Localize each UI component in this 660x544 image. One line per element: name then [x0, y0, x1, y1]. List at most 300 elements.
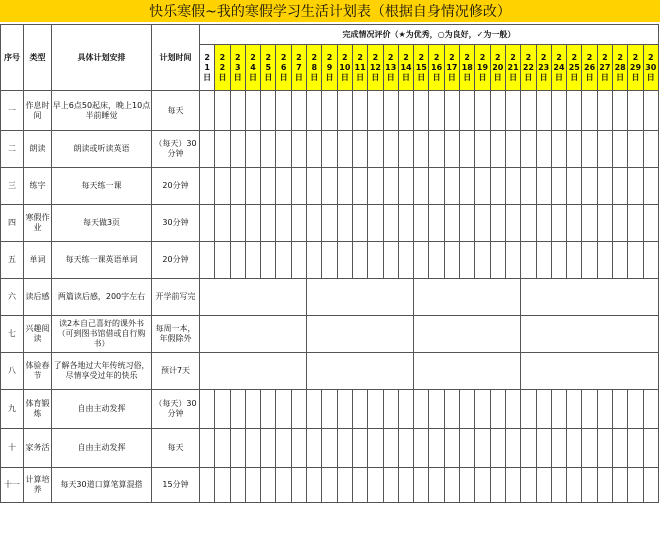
- evaluation-cell[interactable]: [505, 131, 520, 168]
- evaluation-cell[interactable]: [582, 429, 597, 468]
- evaluation-cell[interactable]: [643, 429, 658, 468]
- date-header-cell: [567, 45, 582, 91]
- evaluation-cell[interactable]: [337, 242, 352, 279]
- evaluation-cell[interactable]: [429, 168, 444, 205]
- evaluation-cell[interactable]: [521, 468, 536, 503]
- evaluation-cell[interactable]: [215, 131, 230, 168]
- evaluation-cell[interactable]: [414, 242, 429, 279]
- evaluation-cell[interactable]: [567, 429, 582, 468]
- evaluation-cell[interactable]: [230, 205, 245, 242]
- evaluation-cell[interactable]: [322, 205, 337, 242]
- date-header-month: 2: [387, 52, 394, 62]
- evaluation-cell[interactable]: [597, 131, 612, 168]
- evaluation-cell[interactable]: [444, 131, 459, 168]
- header-row-top: [1, 25, 659, 45]
- date-header-month: 2: [433, 52, 440, 62]
- evaluation-cell[interactable]: [597, 91, 612, 131]
- row-plan: 自由主动发挥: [52, 390, 152, 429]
- evaluation-cell[interactable]: [521, 242, 536, 279]
- evaluation-cell[interactable]: [490, 168, 505, 205]
- date-header-unit: 日: [386, 72, 395, 82]
- row-type: 朗读: [24, 131, 52, 168]
- header-time: 计划时间: [152, 25, 200, 91]
- evaluation-cell[interactable]: [215, 91, 230, 131]
- evaluation-cell[interactable]: [521, 205, 536, 242]
- evaluation-cell[interactable]: [383, 131, 398, 168]
- evaluation-cell[interactable]: [613, 131, 628, 168]
- evaluation-cell[interactable]: [521, 168, 536, 205]
- evaluation-cell[interactable]: [276, 168, 291, 205]
- evaluation-cell[interactable]: [414, 205, 429, 242]
- evaluation-cell[interactable]: [322, 390, 337, 429]
- evaluation-block[interactable]: [521, 279, 659, 316]
- evaluation-cell[interactable]: [368, 91, 383, 131]
- evaluation-cell[interactable]: [444, 468, 459, 503]
- evaluation-cell[interactable]: [352, 91, 367, 131]
- evaluation-cell[interactable]: [368, 242, 383, 279]
- evaluation-cell[interactable]: [307, 390, 322, 429]
- evaluation-cell[interactable]: [414, 91, 429, 131]
- evaluation-cell[interactable]: [368, 390, 383, 429]
- evaluation-cell[interactable]: [460, 242, 475, 279]
- evaluation-cell[interactable]: [230, 168, 245, 205]
- evaluation-cell[interactable]: [536, 91, 551, 131]
- date-header-cell: [444, 45, 459, 91]
- evaluation-cell[interactable]: [567, 91, 582, 131]
- evaluation-cell[interactable]: [643, 390, 658, 429]
- evaluation-cell[interactable]: [383, 168, 398, 205]
- evaluation-cell[interactable]: [582, 168, 597, 205]
- evaluation-cell[interactable]: [597, 429, 612, 468]
- evaluation-cell[interactable]: [261, 390, 276, 429]
- header-type: 类型: [24, 25, 52, 91]
- date-header-month: 2: [632, 52, 639, 62]
- evaluation-cell[interactable]: [322, 168, 337, 205]
- evaluation-cell[interactable]: [536, 131, 551, 168]
- evaluation-cell[interactable]: [613, 390, 628, 429]
- evaluation-cell[interactable]: [291, 91, 306, 131]
- evaluation-cell[interactable]: [200, 168, 215, 205]
- evaluation-cell[interactable]: [261, 429, 276, 468]
- evaluation-cell[interactable]: [337, 429, 352, 468]
- evaluation-cell[interactable]: [200, 390, 215, 429]
- date-header-unit: 日: [646, 72, 655, 82]
- date-header-unit: 日: [249, 72, 258, 82]
- date-header-month: 2: [265, 52, 272, 62]
- evaluation-cell[interactable]: [582, 468, 597, 503]
- evaluation-cell[interactable]: [276, 468, 291, 503]
- evaluation-cell[interactable]: [261, 468, 276, 503]
- evaluation-cell[interactable]: [322, 131, 337, 168]
- date-header-cell: [368, 45, 383, 91]
- evaluation-block[interactable]: [414, 316, 521, 353]
- evaluation-cell[interactable]: [414, 468, 429, 503]
- evaluation-cell[interactable]: [613, 468, 628, 503]
- evaluation-cell[interactable]: [352, 131, 367, 168]
- evaluation-cell[interactable]: [245, 242, 260, 279]
- evaluation-cell[interactable]: [245, 468, 260, 503]
- evaluation-cell[interactable]: [444, 242, 459, 279]
- evaluation-cell[interactable]: [383, 390, 398, 429]
- evaluation-cell[interactable]: [505, 429, 520, 468]
- evaluation-cell[interactable]: [337, 91, 352, 131]
- evaluation-cell[interactable]: [215, 168, 230, 205]
- evaluation-cell[interactable]: [521, 390, 536, 429]
- evaluation-cell[interactable]: [597, 242, 612, 279]
- date-header-day: 27: [599, 62, 611, 72]
- evaluation-cell[interactable]: [429, 91, 444, 131]
- evaluation-cell[interactable]: [475, 131, 490, 168]
- date-header-unit: 日: [570, 72, 579, 82]
- evaluation-cell[interactable]: [536, 468, 551, 503]
- evaluation-cell[interactable]: [383, 468, 398, 503]
- evaluation-cell[interactable]: [460, 168, 475, 205]
- plan-table: [0, 24, 659, 503]
- evaluation-cell[interactable]: [337, 205, 352, 242]
- evaluation-cell[interactable]: [414, 429, 429, 468]
- page-title: 快乐寒假~我的寒假学习生活计划表（根据自身情况修改）: [149, 4, 511, 20]
- date-header-month: 2: [326, 52, 333, 62]
- evaluation-cell[interactable]: [322, 242, 337, 279]
- evaluation-cell[interactable]: [628, 91, 643, 131]
- date-header-cell: [475, 45, 490, 91]
- evaluation-cell[interactable]: [291, 468, 306, 503]
- evaluation-cell[interactable]: [460, 390, 475, 429]
- evaluation-cell[interactable]: [475, 429, 490, 468]
- evaluation-cell[interactable]: [444, 390, 459, 429]
- evaluation-cell[interactable]: [352, 390, 367, 429]
- evaluation-cell[interactable]: [643, 205, 658, 242]
- date-header-month: 2: [234, 52, 241, 62]
- evaluation-block[interactable]: [200, 353, 307, 390]
- evaluation-block[interactable]: [414, 353, 521, 390]
- row-plan: 每天练一课英语单词: [52, 242, 152, 279]
- evaluation-block[interactable]: [521, 316, 659, 353]
- evaluation-cell[interactable]: [613, 91, 628, 131]
- evaluation-cell[interactable]: [291, 168, 306, 205]
- evaluation-cell[interactable]: [490, 390, 505, 429]
- evaluation-cell[interactable]: [291, 242, 306, 279]
- date-header-day: 9: [326, 62, 333, 72]
- evaluation-cell[interactable]: [613, 205, 628, 242]
- evaluation-cell[interactable]: [383, 242, 398, 279]
- evaluation-cell[interactable]: [230, 390, 245, 429]
- evaluation-cell[interactable]: [398, 168, 413, 205]
- evaluation-cell[interactable]: [307, 131, 322, 168]
- evaluation-cell[interactable]: [352, 468, 367, 503]
- evaluation-block[interactable]: [521, 353, 659, 390]
- evaluation-cell[interactable]: [215, 390, 230, 429]
- evaluation-cell[interactable]: [643, 468, 658, 503]
- evaluation-cell[interactable]: [567, 205, 582, 242]
- date-header-day: 2: [219, 62, 226, 72]
- date-header-month: 2: [250, 52, 256, 62]
- evaluation-cell[interactable]: [460, 91, 475, 131]
- date-header-day: 3: [234, 62, 241, 72]
- evaluation-cell[interactable]: [444, 91, 459, 131]
- evaluation-cell[interactable]: [643, 242, 658, 279]
- evaluation-cell[interactable]: [521, 91, 536, 131]
- evaluation-cell[interactable]: [230, 91, 245, 131]
- evaluation-block[interactable]: [200, 279, 307, 316]
- evaluation-cell[interactable]: [429, 390, 444, 429]
- evaluation-cell[interactable]: [398, 205, 413, 242]
- evaluation-cell[interactable]: [230, 242, 245, 279]
- evaluation-cell[interactable]: [414, 168, 429, 205]
- evaluation-cell[interactable]: [322, 429, 337, 468]
- evaluation-cell[interactable]: [200, 131, 215, 168]
- evaluation-cell[interactable]: [460, 429, 475, 468]
- evaluation-cell[interactable]: [505, 468, 520, 503]
- date-header-cell: [398, 45, 413, 91]
- evaluation-cell[interactable]: [368, 468, 383, 503]
- evaluation-block[interactable]: [307, 353, 414, 390]
- evaluation-cell[interactable]: [261, 131, 276, 168]
- evaluation-cell[interactable]: [230, 131, 245, 168]
- evaluation-cell[interactable]: [245, 205, 260, 242]
- evaluation-cell[interactable]: [536, 205, 551, 242]
- date-header-day: 26: [584, 62, 596, 72]
- evaluation-cell[interactable]: [414, 131, 429, 168]
- evaluation-cell[interactable]: [230, 429, 245, 468]
- evaluation-cell[interactable]: [551, 468, 566, 503]
- evaluation-cell[interactable]: [398, 429, 413, 468]
- evaluation-cell[interactable]: [597, 390, 612, 429]
- date-header-day: 6: [280, 62, 287, 72]
- evaluation-cell[interactable]: [475, 91, 490, 131]
- evaluation-cell[interactable]: [582, 91, 597, 131]
- evaluation-cell[interactable]: [383, 91, 398, 131]
- evaluation-cell[interactable]: [551, 242, 566, 279]
- evaluation-cell[interactable]: [490, 131, 505, 168]
- evaluation-cell[interactable]: [200, 468, 215, 503]
- evaluation-cell[interactable]: [505, 242, 520, 279]
- date-header-month: 2: [495, 52, 501, 62]
- evaluation-cell[interactable]: [276, 429, 291, 468]
- evaluation-cell[interactable]: [307, 168, 322, 205]
- evaluation-cell[interactable]: [628, 131, 643, 168]
- evaluation-cell[interactable]: [643, 168, 658, 205]
- evaluation-cell[interactable]: [628, 390, 643, 429]
- evaluation-cell[interactable]: [337, 390, 352, 429]
- evaluation-cell[interactable]: [490, 242, 505, 279]
- evaluation-cell[interactable]: [567, 390, 582, 429]
- evaluation-cell[interactable]: [352, 429, 367, 468]
- evaluation-cell[interactable]: [307, 205, 322, 242]
- evaluation-cell[interactable]: [276, 390, 291, 429]
- evaluation-cell[interactable]: [245, 429, 260, 468]
- row-type: 单词: [24, 242, 52, 279]
- evaluation-cell[interactable]: [291, 205, 306, 242]
- evaluation-cell[interactable]: [352, 168, 367, 205]
- evaluation-cell[interactable]: [200, 205, 215, 242]
- evaluation-cell[interactable]: [429, 131, 444, 168]
- page-title-bar: [0, 0, 660, 22]
- evaluation-cell[interactable]: [215, 429, 230, 468]
- evaluation-cell[interactable]: [536, 390, 551, 429]
- evaluation-cell[interactable]: [613, 168, 628, 205]
- evaluation-block[interactable]: [307, 279, 414, 316]
- evaluation-cell[interactable]: [551, 429, 566, 468]
- evaluation-cell[interactable]: [368, 429, 383, 468]
- evaluation-cell[interactable]: [505, 168, 520, 205]
- evaluation-cell[interactable]: [352, 242, 367, 279]
- evaluation-cell[interactable]: [245, 91, 260, 131]
- evaluation-cell[interactable]: [475, 168, 490, 205]
- date-header-day: 25: [568, 62, 580, 72]
- evaluation-cell[interactable]: [429, 468, 444, 503]
- row-type: 兴趣阅读: [24, 316, 52, 353]
- evaluation-cell[interactable]: [582, 131, 597, 168]
- evaluation-cell[interactable]: [567, 242, 582, 279]
- evaluation-cell[interactable]: [475, 242, 490, 279]
- evaluation-cell[interactable]: [215, 468, 230, 503]
- date-header-month: 2: [219, 52, 226, 62]
- evaluation-cell[interactable]: [536, 242, 551, 279]
- evaluation-cell[interactable]: [475, 390, 490, 429]
- evaluation-cell[interactable]: [368, 168, 383, 205]
- date-header-cell: [245, 45, 260, 91]
- evaluation-cell[interactable]: [245, 168, 260, 205]
- evaluation-cell[interactable]: [582, 205, 597, 242]
- evaluation-cell[interactable]: [643, 91, 658, 131]
- evaluation-cell[interactable]: [505, 205, 520, 242]
- evaluation-cell[interactable]: [460, 131, 475, 168]
- evaluation-cell[interactable]: [429, 205, 444, 242]
- evaluation-cell[interactable]: [337, 468, 352, 503]
- evaluation-cell[interactable]: [337, 168, 352, 205]
- evaluation-cell[interactable]: [200, 91, 215, 131]
- evaluation-cell[interactable]: [628, 205, 643, 242]
- row-time: 每天: [152, 429, 200, 468]
- evaluation-cell[interactable]: [597, 168, 612, 205]
- evaluation-cell[interactable]: [628, 168, 643, 205]
- evaluation-cell[interactable]: [613, 242, 628, 279]
- evaluation-cell[interactable]: [490, 205, 505, 242]
- evaluation-cell[interactable]: [429, 242, 444, 279]
- evaluation-cell[interactable]: [261, 242, 276, 279]
- evaluation-cell[interactable]: [444, 168, 459, 205]
- date-header-unit: 日: [447, 72, 456, 82]
- evaluation-cell[interactable]: [368, 131, 383, 168]
- evaluation-cell[interactable]: [490, 468, 505, 503]
- evaluation-cell[interactable]: [276, 91, 291, 131]
- evaluation-cell[interactable]: [215, 205, 230, 242]
- evaluation-cell[interactable]: [551, 91, 566, 131]
- evaluation-cell[interactable]: [628, 429, 643, 468]
- evaluation-cell[interactable]: [337, 131, 352, 168]
- evaluation-block[interactable]: [200, 316, 307, 353]
- date-header-unit: 日: [294, 72, 303, 82]
- evaluation-cell[interactable]: [551, 131, 566, 168]
- evaluation-cell[interactable]: [200, 429, 215, 468]
- evaluation-cell[interactable]: [215, 242, 230, 279]
- evaluation-cell[interactable]: [261, 168, 276, 205]
- evaluation-cell[interactable]: [322, 91, 337, 131]
- evaluation-cell[interactable]: [414, 390, 429, 429]
- evaluation-cell[interactable]: [444, 429, 459, 468]
- evaluation-cell[interactable]: [567, 168, 582, 205]
- evaluation-cell[interactable]: [475, 468, 490, 503]
- evaluation-cell[interactable]: [307, 468, 322, 503]
- evaluation-cell[interactable]: [261, 91, 276, 131]
- evaluation-cell[interactable]: [368, 205, 383, 242]
- date-header-day: 22: [522, 62, 534, 72]
- evaluation-cell[interactable]: [551, 168, 566, 205]
- date-header-day: 14: [400, 62, 412, 72]
- evaluation-cell[interactable]: [643, 131, 658, 168]
- evaluation-cell[interactable]: [551, 390, 566, 429]
- evaluation-cell[interactable]: [307, 429, 322, 468]
- evaluation-cell[interactable]: [245, 390, 260, 429]
- evaluation-cell[interactable]: [276, 131, 291, 168]
- evaluation-cell[interactable]: [352, 205, 367, 242]
- evaluation-cell[interactable]: [261, 205, 276, 242]
- evaluation-cell[interactable]: [490, 91, 505, 131]
- evaluation-cell[interactable]: [505, 390, 520, 429]
- evaluation-cell[interactable]: [505, 91, 520, 131]
- evaluation-cell[interactable]: [444, 205, 459, 242]
- evaluation-block[interactable]: [414, 279, 521, 316]
- evaluation-cell[interactable]: [628, 468, 643, 503]
- evaluation-cell[interactable]: [245, 131, 260, 168]
- evaluation-cell[interactable]: [398, 468, 413, 503]
- evaluation-cell[interactable]: [460, 468, 475, 503]
- evaluation-cell[interactable]: [628, 242, 643, 279]
- evaluation-cell[interactable]: [475, 205, 490, 242]
- evaluation-cell[interactable]: [291, 131, 306, 168]
- evaluation-cell[interactable]: [276, 205, 291, 242]
- evaluation-cell[interactable]: [613, 429, 628, 468]
- evaluation-cell[interactable]: [398, 242, 413, 279]
- date-header-unit: 日: [218, 72, 227, 82]
- evaluation-cell[interactable]: [398, 390, 413, 429]
- evaluation-cell[interactable]: [200, 242, 215, 279]
- evaluation-cell[interactable]: [230, 468, 245, 503]
- evaluation-cell[interactable]: [307, 91, 322, 131]
- date-header-unit: 日: [463, 72, 472, 82]
- evaluation-cell[interactable]: [383, 429, 398, 468]
- evaluation-cell[interactable]: [307, 242, 322, 279]
- evaluation-cell[interactable]: [291, 390, 306, 429]
- evaluation-cell[interactable]: [398, 91, 413, 131]
- evaluation-cell[interactable]: [521, 429, 536, 468]
- evaluation-cell[interactable]: [567, 131, 582, 168]
- evaluation-cell[interactable]: [383, 205, 398, 242]
- evaluation-cell[interactable]: [597, 468, 612, 503]
- evaluation-cell[interactable]: [536, 429, 551, 468]
- date-header-month: 2: [617, 52, 623, 62]
- evaluation-cell[interactable]: [551, 205, 566, 242]
- date-header-month: 2: [280, 52, 287, 62]
- header-plan: 具体计划安排: [52, 25, 152, 91]
- evaluation-cell[interactable]: [276, 242, 291, 279]
- evaluation-cell[interactable]: [460, 205, 475, 242]
- evaluation-cell[interactable]: [429, 429, 444, 468]
- evaluation-cell[interactable]: [322, 468, 337, 503]
- row-time: 20分钟: [152, 168, 200, 205]
- evaluation-cell[interactable]: [521, 131, 536, 168]
- evaluation-cell[interactable]: [582, 390, 597, 429]
- evaluation-cell[interactable]: [398, 131, 413, 168]
- evaluation-cell[interactable]: [490, 429, 505, 468]
- evaluation-cell[interactable]: [582, 242, 597, 279]
- evaluation-block[interactable]: [307, 316, 414, 353]
- evaluation-cell[interactable]: [597, 205, 612, 242]
- evaluation-cell[interactable]: [567, 468, 582, 503]
- evaluation-cell[interactable]: [536, 168, 551, 205]
- evaluation-cell[interactable]: [291, 429, 306, 468]
